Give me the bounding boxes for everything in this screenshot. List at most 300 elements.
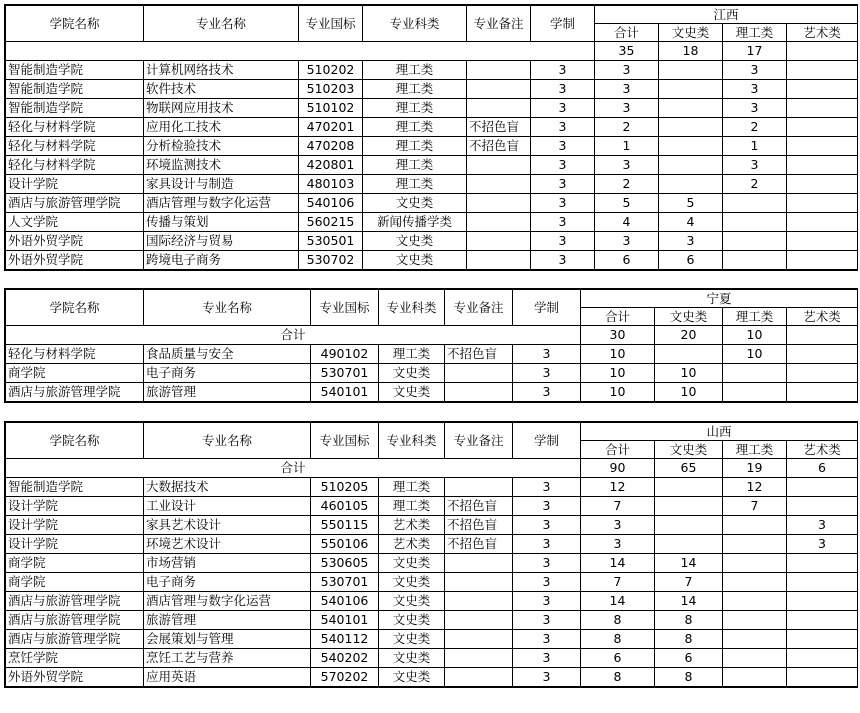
code-cell: 480103 xyxy=(299,175,363,194)
college-cell: 设计学院 xyxy=(6,175,144,194)
table-row xyxy=(6,630,858,649)
category-cell: 文史类 xyxy=(379,383,445,402)
table-row xyxy=(6,516,858,535)
yishu-cell xyxy=(787,554,858,573)
college-cell: 商学院 xyxy=(6,364,144,383)
header-yishu: 艺术类 xyxy=(787,441,858,459)
category-cell: 理工类 xyxy=(363,99,467,118)
wenshi-cell: 65 xyxy=(655,459,723,478)
duration-cell: 3 xyxy=(513,383,581,402)
category-cell: 文史类 xyxy=(363,251,467,270)
total-cell: 4 xyxy=(595,213,659,232)
remark-cell: 不招色盲 xyxy=(445,497,513,516)
yishu-cell: 6 xyxy=(787,459,858,478)
remark-cell xyxy=(467,99,531,118)
category-cell: 文史类 xyxy=(379,573,445,592)
duration-cell: 3 xyxy=(531,232,595,251)
college-cell: 轻化与材料学院 xyxy=(6,137,144,156)
total-cell: 6 xyxy=(581,649,655,668)
duration-cell: 3 xyxy=(513,573,581,592)
duration-cell: 3 xyxy=(513,364,581,383)
duration-cell: 3 xyxy=(531,213,595,232)
major-cell: 分析检验技术 xyxy=(144,137,299,156)
code-cell: 490102 xyxy=(311,345,379,364)
category-cell: 文史类 xyxy=(379,668,445,687)
category-cell: 理工类 xyxy=(363,61,467,80)
ligong-cell xyxy=(723,383,787,402)
header-yishu: 艺术类 xyxy=(787,308,858,326)
header-total: 合计 xyxy=(581,441,655,459)
code-cell: 460105 xyxy=(311,497,379,516)
total-cell: 3 xyxy=(595,61,659,80)
category-cell: 文史类 xyxy=(379,630,445,649)
remark-cell xyxy=(445,611,513,630)
total-cell: 90 xyxy=(581,459,655,478)
header-ligong: 理工类 xyxy=(723,308,787,326)
college-cell: 智能制造学院 xyxy=(6,61,144,80)
remark-cell xyxy=(467,194,531,213)
header-province: 江西 xyxy=(595,6,858,24)
yishu-cell xyxy=(787,326,858,345)
major-cell: 旅游管理 xyxy=(144,383,311,402)
code-cell: 550106 xyxy=(311,535,379,554)
duration-cell: 3 xyxy=(513,478,581,497)
major-cell: 电子商务 xyxy=(144,573,311,592)
header-code: 专业国标 xyxy=(299,6,363,42)
header-college: 学院名称 xyxy=(6,423,144,459)
table-row xyxy=(6,175,858,194)
major-cell: 工业设计 xyxy=(144,497,311,516)
table-row xyxy=(6,99,858,118)
major-cell: 烹饪工艺与营养 xyxy=(144,649,311,668)
table-shanxi xyxy=(4,421,858,688)
major-cell: 大数据技术 xyxy=(144,478,311,497)
header-ligong: 理工类 xyxy=(723,24,787,42)
yishu-cell xyxy=(787,592,858,611)
ligong-cell xyxy=(723,611,787,630)
header-yishu: 艺术类 xyxy=(787,24,858,42)
code-cell: 510205 xyxy=(311,478,379,497)
yishu-cell xyxy=(787,649,858,668)
remark-cell xyxy=(445,478,513,497)
ligong-cell: 17 xyxy=(723,42,787,61)
admission-table xyxy=(5,422,858,687)
major-cell: 传播与策划 xyxy=(144,213,299,232)
wenshi-cell xyxy=(659,99,723,118)
ligong-cell xyxy=(723,251,787,270)
ligong-cell xyxy=(723,535,787,554)
wenshi-cell: 14 xyxy=(655,554,723,573)
category-cell: 艺术类 xyxy=(379,516,445,535)
ligong-cell: 1 xyxy=(723,137,787,156)
total-cell: 7 xyxy=(581,573,655,592)
wenshi-cell: 10 xyxy=(655,383,723,402)
code-cell: 470201 xyxy=(299,118,363,137)
yishu-cell xyxy=(787,345,858,364)
major-cell: 应用英语 xyxy=(144,668,311,687)
category-cell: 理工类 xyxy=(379,478,445,497)
college-cell: 智能制造学院 xyxy=(6,478,144,497)
category-cell: 理工类 xyxy=(363,137,467,156)
yishu-cell xyxy=(787,478,858,497)
table-row xyxy=(6,668,858,687)
totals-row xyxy=(6,326,858,345)
college-cell: 外语外贸学院 xyxy=(6,251,144,270)
major-cell: 会展策划与管理 xyxy=(144,630,311,649)
total-cell: 1 xyxy=(595,137,659,156)
total-cell: 3 xyxy=(581,516,655,535)
category-cell: 艺术类 xyxy=(379,535,445,554)
ligong-cell xyxy=(723,364,787,383)
college-cell: 烹饪学院 xyxy=(6,649,144,668)
major-cell: 食品质量与安全 xyxy=(144,345,311,364)
total-cell: 3 xyxy=(595,99,659,118)
code-cell: 540112 xyxy=(311,630,379,649)
major-cell: 旅游管理 xyxy=(144,611,311,630)
college-cell: 设计学院 xyxy=(6,516,144,535)
code-cell: 540106 xyxy=(299,194,363,213)
table-row xyxy=(6,611,858,630)
category-cell: 文史类 xyxy=(379,649,445,668)
category-cell: 理工类 xyxy=(363,175,467,194)
code-cell: 470208 xyxy=(299,137,363,156)
duration-cell: 3 xyxy=(513,535,581,554)
total-cell: 2 xyxy=(595,118,659,137)
remark-cell: 不招色盲 xyxy=(467,118,531,137)
remark-cell xyxy=(445,630,513,649)
total-cell: 14 xyxy=(581,592,655,611)
code-cell: 510202 xyxy=(299,61,363,80)
wenshi-cell: 3 xyxy=(659,232,723,251)
major-cell: 环境监测技术 xyxy=(144,156,299,175)
total-cell: 8 xyxy=(581,611,655,630)
ligong-cell: 7 xyxy=(723,497,787,516)
total-cell: 3 xyxy=(581,535,655,554)
header-wenshi: 文史类 xyxy=(655,308,723,326)
table-row xyxy=(6,478,858,497)
duration-cell: 3 xyxy=(531,137,595,156)
duration-cell: 3 xyxy=(513,611,581,630)
header-category: 专业科类 xyxy=(363,6,467,42)
total-cell: 3 xyxy=(595,232,659,251)
major-cell: 电子商务 xyxy=(144,364,311,383)
remark-cell: 不招色盲 xyxy=(445,345,513,364)
duration-cell: 3 xyxy=(531,194,595,213)
category-cell: 文史类 xyxy=(379,554,445,573)
code-cell: 530702 xyxy=(299,251,363,270)
college-cell: 酒店与旅游管理学院 xyxy=(6,383,144,402)
yishu-cell xyxy=(787,364,858,383)
remark-cell xyxy=(467,251,531,270)
header-college: 学院名称 xyxy=(6,290,144,326)
total-cell: 5 xyxy=(595,194,659,213)
totals-row xyxy=(6,42,858,61)
admission-table xyxy=(5,289,858,402)
category-cell: 新闻传播学类 xyxy=(363,213,467,232)
code-cell: 510102 xyxy=(299,99,363,118)
college-cell: 酒店与旅游管理学院 xyxy=(6,194,144,213)
remark-cell xyxy=(467,156,531,175)
code-cell: 560215 xyxy=(299,213,363,232)
total-cell: 2 xyxy=(595,175,659,194)
code-cell: 510203 xyxy=(299,80,363,99)
totals-label: 合计 xyxy=(6,326,581,345)
table-row xyxy=(6,649,858,668)
yishu-cell xyxy=(787,194,858,213)
yishu-cell xyxy=(787,232,858,251)
total-cell: 10 xyxy=(581,383,655,402)
wenshi-cell: 10 xyxy=(655,364,723,383)
wenshi-cell: 6 xyxy=(655,649,723,668)
wenshi-cell xyxy=(655,478,723,497)
total-cell: 30 xyxy=(581,326,655,345)
table-row xyxy=(6,232,858,251)
code-cell: 540101 xyxy=(311,383,379,402)
yishu-cell xyxy=(787,630,858,649)
code-cell: 550115 xyxy=(311,516,379,535)
admission-table xyxy=(5,5,858,270)
remark-cell xyxy=(445,383,513,402)
remark-cell xyxy=(467,80,531,99)
header-code: 专业国标 xyxy=(311,290,379,326)
table-row xyxy=(6,156,858,175)
college-cell: 设计学院 xyxy=(6,497,144,516)
header-code: 专业国标 xyxy=(311,423,379,459)
header-total: 合计 xyxy=(581,308,655,326)
duration-cell: 3 xyxy=(531,251,595,270)
wenshi-cell xyxy=(659,61,723,80)
college-cell: 轻化与材料学院 xyxy=(6,345,144,364)
major-cell: 物联网应用技术 xyxy=(144,99,299,118)
category-cell: 理工类 xyxy=(363,118,467,137)
wenshi-cell: 18 xyxy=(659,42,723,61)
wenshi-cell: 4 xyxy=(659,213,723,232)
remark-cell xyxy=(467,61,531,80)
total-cell: 10 xyxy=(581,364,655,383)
yishu-cell xyxy=(787,383,858,402)
totals-row xyxy=(6,459,858,478)
ligong-cell: 3 xyxy=(723,80,787,99)
remark-cell xyxy=(445,554,513,573)
table-row xyxy=(6,364,858,383)
table-row xyxy=(6,194,858,213)
wenshi-cell: 8 xyxy=(655,630,723,649)
yishu-cell: 3 xyxy=(787,535,858,554)
remark-cell xyxy=(467,175,531,194)
yishu-cell xyxy=(787,80,858,99)
total-cell: 35 xyxy=(595,42,659,61)
yishu-cell xyxy=(787,251,858,270)
college-cell: 商学院 xyxy=(6,573,144,592)
table-row xyxy=(6,118,858,137)
college-cell: 外语外贸学院 xyxy=(6,668,144,687)
header-category: 专业科类 xyxy=(379,423,445,459)
duration-cell: 3 xyxy=(531,175,595,194)
header-wenshi: 文史类 xyxy=(659,24,723,42)
ligong-cell xyxy=(723,592,787,611)
wenshi-cell xyxy=(655,497,723,516)
wenshi-cell xyxy=(659,118,723,137)
duration-cell: 3 xyxy=(513,516,581,535)
ligong-cell: 2 xyxy=(723,118,787,137)
yishu-cell xyxy=(787,175,858,194)
yishu-cell xyxy=(787,137,858,156)
total-cell: 8 xyxy=(581,630,655,649)
header-wenshi: 文史类 xyxy=(655,441,723,459)
wenshi-cell xyxy=(655,516,723,535)
wenshi-cell: 6 xyxy=(659,251,723,270)
header-duration: 学制 xyxy=(513,290,581,326)
category-cell: 文史类 xyxy=(363,232,467,251)
header-remark: 专业备注 xyxy=(467,6,531,42)
category-cell: 文史类 xyxy=(379,611,445,630)
remark-cell xyxy=(445,592,513,611)
header-province: 宁夏 xyxy=(581,290,858,308)
wenshi-cell: 14 xyxy=(655,592,723,611)
major-cell: 软件技术 xyxy=(144,80,299,99)
total-cell: 7 xyxy=(581,497,655,516)
table-row xyxy=(6,554,858,573)
header-major: 专业名称 xyxy=(144,423,311,459)
yishu-cell xyxy=(787,573,858,592)
totals-label xyxy=(6,42,595,61)
wenshi-cell xyxy=(655,535,723,554)
header-remark: 专业备注 xyxy=(445,423,513,459)
ligong-cell: 3 xyxy=(723,61,787,80)
remark-cell xyxy=(445,573,513,592)
college-cell: 智能制造学院 xyxy=(6,80,144,99)
duration-cell: 3 xyxy=(531,156,595,175)
duration-cell: 3 xyxy=(513,592,581,611)
major-cell: 家具设计与制造 xyxy=(144,175,299,194)
header-college: 学院名称 xyxy=(6,6,144,42)
yishu-cell: 3 xyxy=(787,516,858,535)
duration-cell: 3 xyxy=(513,649,581,668)
ligong-cell: 19 xyxy=(723,459,787,478)
code-cell: 530701 xyxy=(311,364,379,383)
duration-cell: 3 xyxy=(513,554,581,573)
code-cell: 540202 xyxy=(311,649,379,668)
college-cell: 商学院 xyxy=(6,554,144,573)
yishu-cell xyxy=(787,156,858,175)
table-row xyxy=(6,383,858,402)
yishu-cell xyxy=(787,99,858,118)
ligong-cell xyxy=(723,194,787,213)
wenshi-cell: 8 xyxy=(655,668,723,687)
wenshi-cell: 7 xyxy=(655,573,723,592)
category-cell: 文史类 xyxy=(363,194,467,213)
code-cell: 540106 xyxy=(311,592,379,611)
ligong-cell xyxy=(723,213,787,232)
college-cell: 外语外贸学院 xyxy=(6,232,144,251)
remark-cell xyxy=(467,213,531,232)
totals-label: 合计 xyxy=(6,459,581,478)
category-cell: 文史类 xyxy=(379,364,445,383)
remark-cell: 不招色盲 xyxy=(467,137,531,156)
major-cell: 家具艺术设计 xyxy=(144,516,311,535)
ligong-cell: 10 xyxy=(723,326,787,345)
college-cell: 人文学院 xyxy=(6,213,144,232)
header-duration: 学制 xyxy=(531,6,595,42)
remark-cell: 不招色盲 xyxy=(445,516,513,535)
remark-cell: 不招色盲 xyxy=(445,535,513,554)
remark-cell xyxy=(445,649,513,668)
code-cell: 540101 xyxy=(311,611,379,630)
category-cell: 理工类 xyxy=(363,156,467,175)
yishu-cell xyxy=(787,497,858,516)
category-cell: 理工类 xyxy=(379,345,445,364)
college-cell: 酒店与旅游管理学院 xyxy=(6,611,144,630)
ligong-cell xyxy=(723,668,787,687)
header-province: 山西 xyxy=(581,423,858,441)
duration-cell: 3 xyxy=(531,80,595,99)
major-cell: 环境艺术设计 xyxy=(144,535,311,554)
header-major: 专业名称 xyxy=(144,290,311,326)
yishu-cell xyxy=(787,42,858,61)
total-cell: 3 xyxy=(595,156,659,175)
duration-cell: 3 xyxy=(513,345,581,364)
category-cell: 理工类 xyxy=(379,497,445,516)
table-ningxia xyxy=(4,288,858,403)
remark-cell xyxy=(445,668,513,687)
table-row xyxy=(6,137,858,156)
major-cell: 酒店管理与数字化运营 xyxy=(144,592,311,611)
ligong-cell: 2 xyxy=(723,175,787,194)
college-cell: 酒店与旅游管理学院 xyxy=(6,592,144,611)
duration-cell: 3 xyxy=(531,99,595,118)
wenshi-cell: 20 xyxy=(655,326,723,345)
table-jiangxi xyxy=(4,4,858,271)
total-cell: 14 xyxy=(581,554,655,573)
college-cell: 设计学院 xyxy=(6,535,144,554)
wenshi-cell xyxy=(659,175,723,194)
total-cell: 10 xyxy=(581,345,655,364)
code-cell: 420801 xyxy=(299,156,363,175)
header-remark: 专业备注 xyxy=(445,290,513,326)
major-cell: 跨境电子商务 xyxy=(144,251,299,270)
table-row xyxy=(6,497,858,516)
ligong-cell xyxy=(723,573,787,592)
major-cell: 计算机网络技术 xyxy=(144,61,299,80)
ligong-cell: 3 xyxy=(723,156,787,175)
table-row xyxy=(6,345,858,364)
code-cell: 530501 xyxy=(299,232,363,251)
table-row xyxy=(6,61,858,80)
major-cell: 酒店管理与数字化运营 xyxy=(144,194,299,213)
total-cell: 12 xyxy=(581,478,655,497)
ligong-cell xyxy=(723,649,787,668)
header-category: 专业科类 xyxy=(379,290,445,326)
duration-cell: 3 xyxy=(513,497,581,516)
major-cell: 市场营销 xyxy=(144,554,311,573)
ligong-cell xyxy=(723,516,787,535)
college-cell: 轻化与材料学院 xyxy=(6,118,144,137)
wenshi-cell xyxy=(659,137,723,156)
major-cell: 国际经济与贸易 xyxy=(144,232,299,251)
table-row xyxy=(6,251,858,270)
total-cell: 3 xyxy=(595,80,659,99)
duration-cell: 3 xyxy=(513,668,581,687)
duration-cell: 3 xyxy=(513,630,581,649)
category-cell: 理工类 xyxy=(363,80,467,99)
code-cell: 570202 xyxy=(311,668,379,687)
code-cell: 530605 xyxy=(311,554,379,573)
table-row xyxy=(6,535,858,554)
ligong-cell: 3 xyxy=(723,99,787,118)
wenshi-cell: 5 xyxy=(659,194,723,213)
duration-cell: 3 xyxy=(531,61,595,80)
ligong-cell xyxy=(723,630,787,649)
